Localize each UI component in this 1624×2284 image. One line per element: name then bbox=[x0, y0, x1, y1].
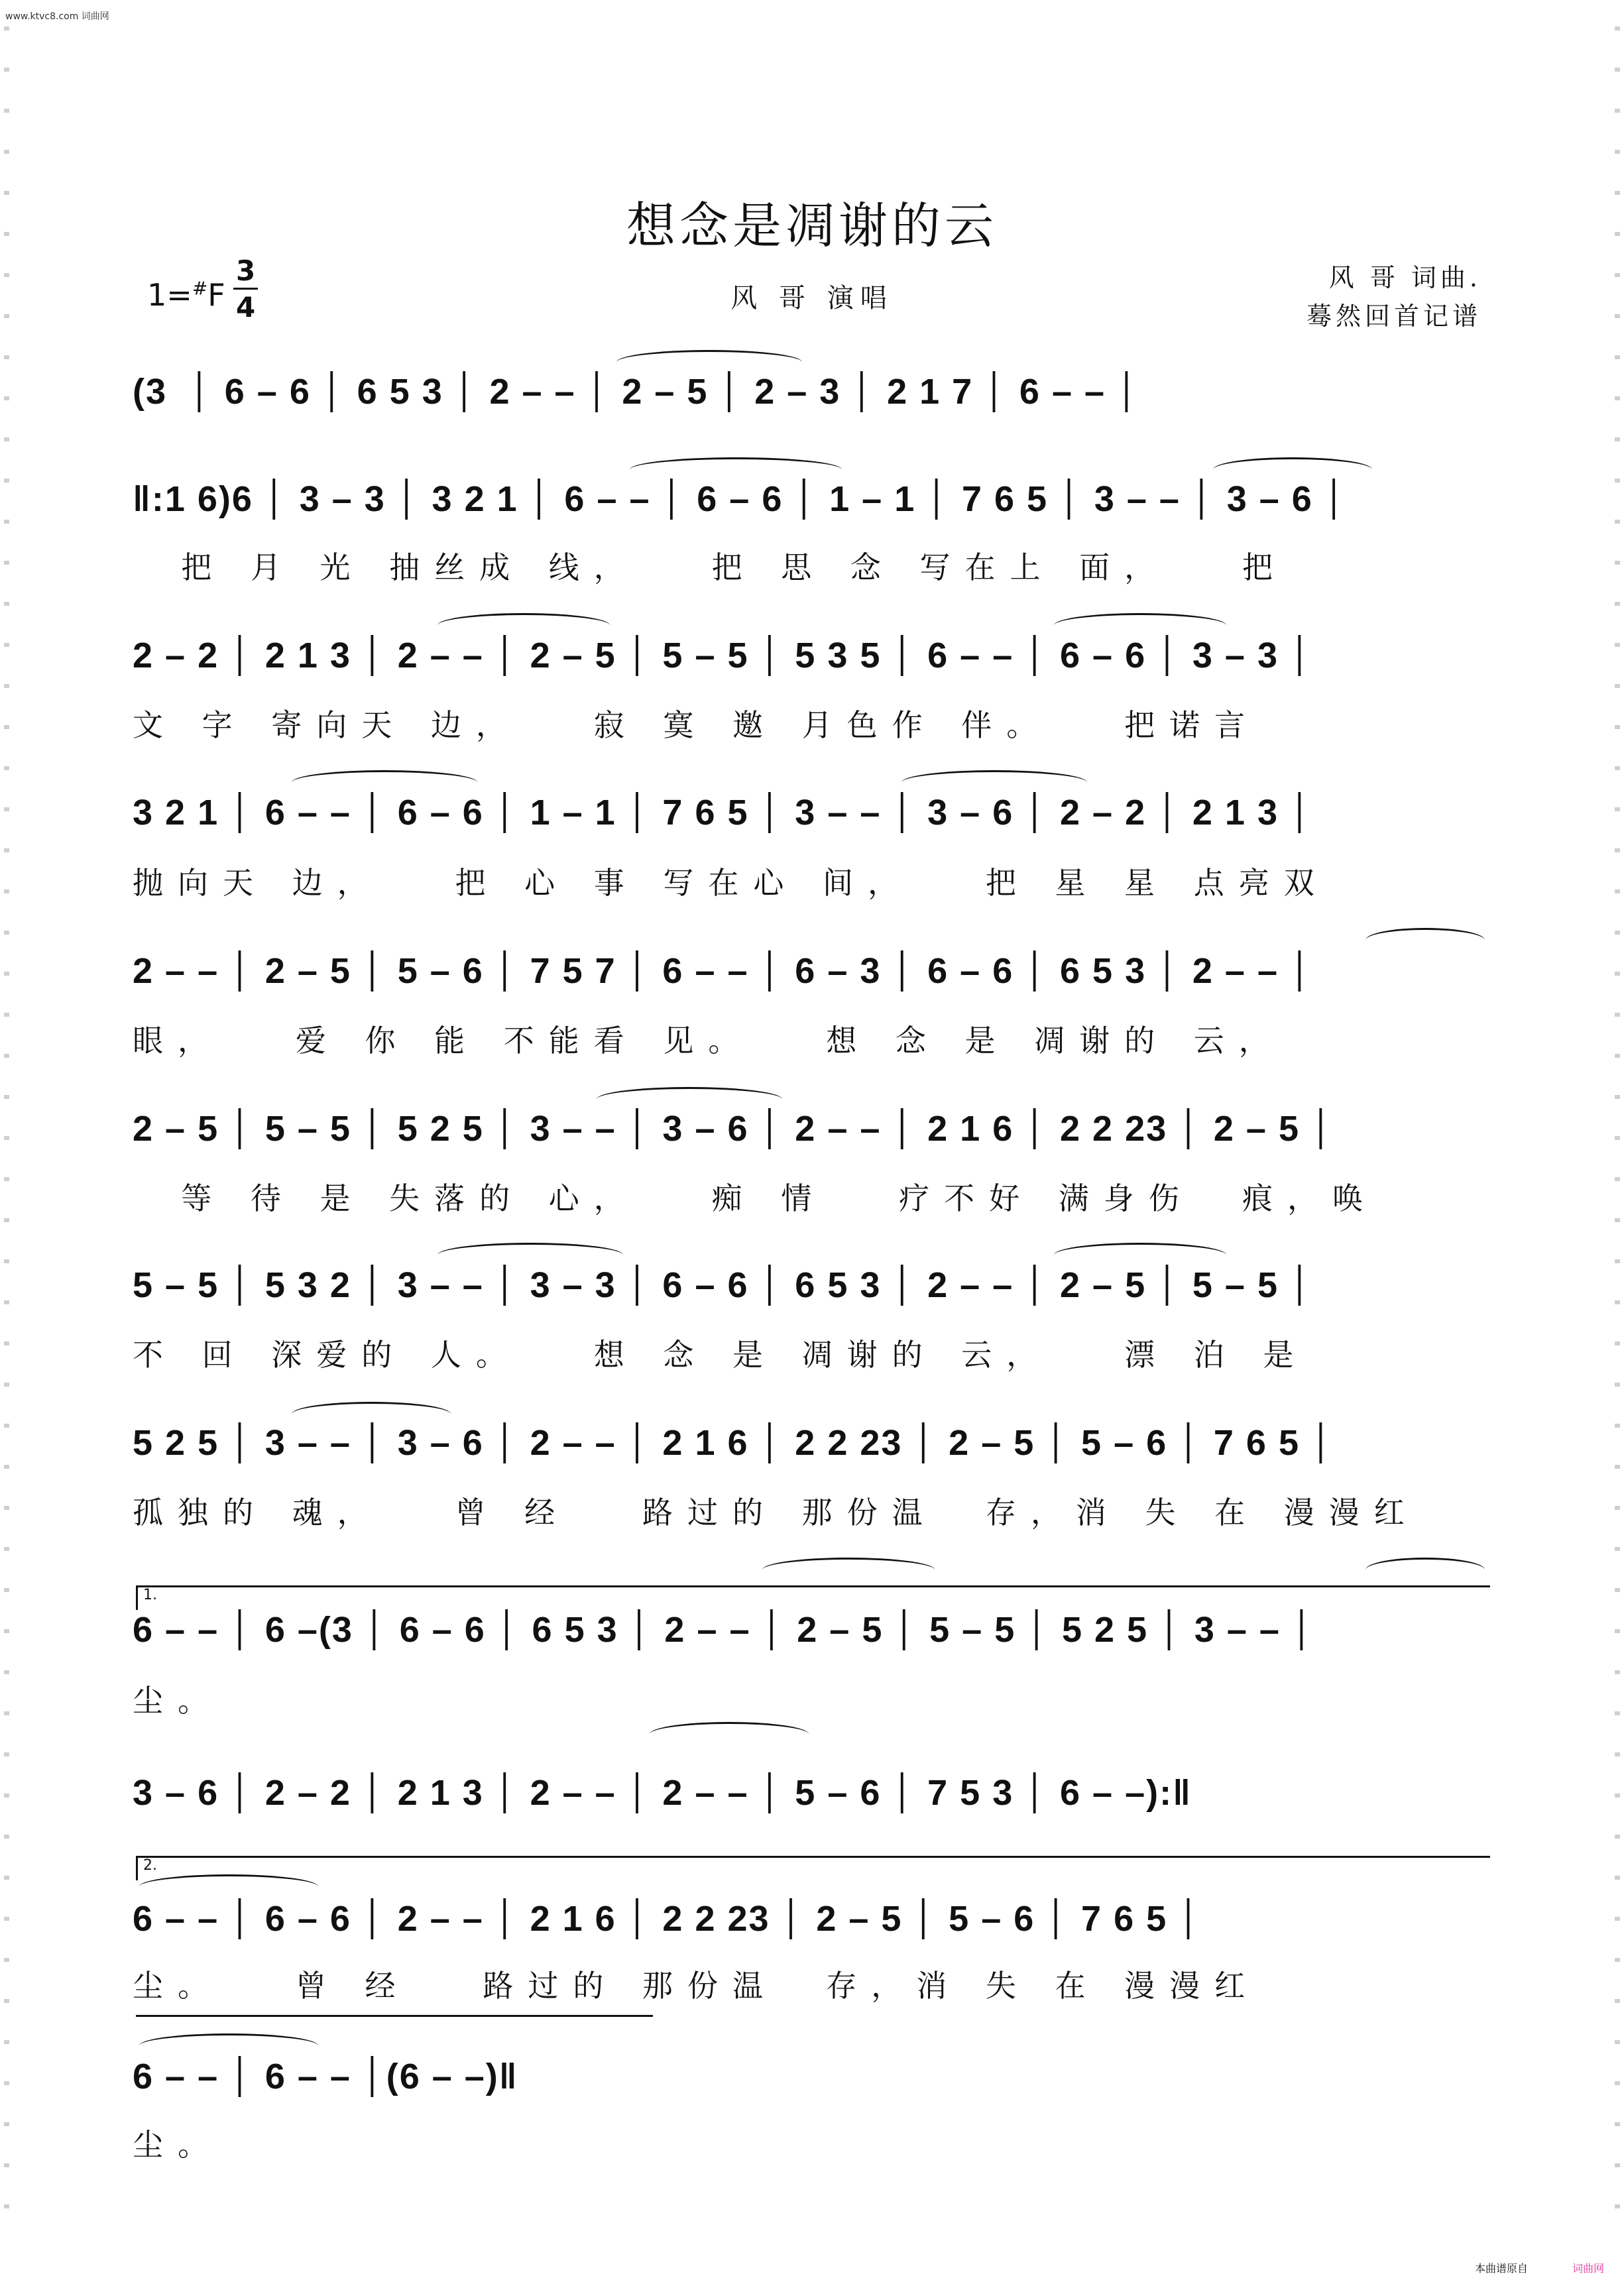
tie-arc bbox=[139, 2033, 318, 2058]
lyricist-composer-credit: 风 哥 词曲. bbox=[1328, 263, 1481, 292]
lyric-line-11: 尘。 曾 经 路过的 那份温 存，消 失 在 漫漫红 bbox=[133, 1968, 1260, 2004]
site-label: www.ktvc8.com 词曲网 bbox=[5, 11, 109, 22]
first-ending-label: 1. bbox=[143, 1587, 157, 1603]
notation-line-3: 2 – 2 │ 2 1 3 │ 2 – – │ 2 – 5 │ 5 – 5 │ 5 3 5 │ 6 – – │ 6 – 6 │ 3 – 3 │ bbox=[133, 636, 1314, 675]
lyric-line-2: 把 月 光 抽丝成 线， 把 思 念 写在上 面， 把 bbox=[133, 549, 1287, 585]
lyric-line-6: 等 待 是 失落的 心， 痴 情 疗不好 满身伤 痕，唤 bbox=[133, 1180, 1377, 1216]
footer-brand: 词曲网 bbox=[1572, 2262, 1605, 2275]
notation-line-9: 6 – – │ 6 –(3 │ 6 – 6 │ 6 5 3 │ 2 – – │ 2 – 5 │ 5 – 5 │ 5 2 5 │ 3 – – │ bbox=[133, 1610, 1316, 1650]
first-ending-bracket bbox=[136, 1585, 1490, 1610]
second-ending-bracket bbox=[136, 1856, 1490, 1880]
right-margin-marks bbox=[1615, 27, 1620, 2234]
lyric-line-12: 尘。 bbox=[133, 2127, 223, 2163]
notation-line-12: 6 – – │ 6 – – │(6 – –)‖ bbox=[133, 2057, 518, 2096]
notation-line-6: 2 – 5 │ 5 – 5 │ 5 2 5 │ 3 – – │ 3 – 6 │ 2 – – │ 2 1 6 │ 2 2 23 │ 2 – 5 │ bbox=[133, 1109, 1335, 1149]
notation-line-8: 5 2 5 │ 3 – – │ 3 – 6 │ 2 – – │ 2 1 6 │ 2 2 23 │ 2 – 5 │ 5 – 6 │ 7 6 5 │ bbox=[133, 1423, 1335, 1463]
notation-line-7: 5 – 5 │ 5 3 2 │ 3 – – │ 3 – 3 │ 6 – 6 │ 6 5 3 │ 2 – – │ 2 – 5 │ 5 – 5 │ bbox=[133, 1265, 1314, 1305]
notation-line-2: ‖:1 6)6 │ 3 – 3 │ 3 2 1 │ 6 – – │ 6 – 6 │ 1 – 1 │ 7 6 5 │ 3 – – │ 3 – 6 │ bbox=[133, 479, 1348, 519]
tie-arc bbox=[437, 613, 610, 638]
tie-arc bbox=[437, 1243, 623, 1267]
lyric-line-3: 文 字 寄向天 边， 寂 寞 邀 月色作 伴。 把诺言 bbox=[133, 707, 1260, 743]
end-bracket bbox=[136, 2015, 653, 2017]
tie-arc bbox=[762, 1558, 935, 1582]
lyric-line-4: 抛向天 边， 把 心 事 写在心 间， 把 星 星 点亮双 bbox=[133, 865, 1329, 901]
tie-arc bbox=[1365, 1558, 1485, 1582]
notation-line-1: (3 │ 6 – 6 │ 6 5 3 │ 2 – – │ 2 – 5 │ 2 – 3 │ 2 1 7 │ 6 – – │ bbox=[133, 372, 1141, 412]
second-ending-label: 2. bbox=[143, 1857, 157, 1874]
tie-arc bbox=[1054, 1243, 1226, 1267]
left-margin-marks bbox=[4, 27, 9, 2234]
key-signature: 1=#F bbox=[147, 277, 225, 313]
lyric-line-9: 尘。 bbox=[133, 1683, 223, 1719]
tie-arc bbox=[650, 1722, 809, 1746]
notation-line-4: 3 2 1 │ 6 – – │ 6 – 6 │ 1 – 1 │ 7 6 5 │ 3 – – │ 3 – 6 │ 2 – 2 │ 2 1 3 │ bbox=[133, 793, 1314, 832]
transcriber-credit: 蓦然回首记谱 bbox=[1306, 302, 1481, 331]
tie-arc bbox=[1054, 613, 1226, 638]
lyric-line-8: 孤独的 魂， 曾 经 路过的 那份温 存，消 失 在 漫漫红 bbox=[133, 1495, 1419, 1530]
tie-arc bbox=[1365, 928, 1485, 952]
performer-credit: 风 哥 演唱 bbox=[730, 283, 894, 314]
notation-line-10: 3 – 6 │ 2 – 2 │ 2 1 3 │ 2 – – │ 2 – – │ 5 – 6 │ 7 5 3 │ 6 – –):‖ bbox=[133, 1773, 1192, 1813]
notation-line-11: 6 – – │ 6 – 6 │ 2 – – │ 2 1 6 │ 2 2 23 │ 2 – 5 │ 5 – 6 │ 7 6 5 │ bbox=[133, 1899, 1202, 1939]
time-signature: $\frac{3}{4}$ bbox=[233, 257, 258, 321]
notation-line-5: 2 – – │ 2 – 5 │ 5 – 6 │ 7 5 7 │ 6 – – │ 6 – 3 │ 6 – 6 │ 6 5 3 │ 2 – – │ bbox=[133, 951, 1314, 991]
tie-arc bbox=[901, 770, 1087, 795]
lyric-line-5: 眼， 爱 你 能 不能看 见。 想 念 是 凋谢的 云， bbox=[133, 1023, 1284, 1058]
song-title: 想念是凋谢的云 bbox=[626, 198, 998, 255]
lyric-line-7: 不 回 深爱的 人。 想 念 是 凋谢的 云， 漂 泊 是 bbox=[133, 1337, 1308, 1373]
footer-source-label: 本曲谱原自 bbox=[1475, 2262, 1529, 2275]
tie-arc bbox=[292, 770, 477, 795]
